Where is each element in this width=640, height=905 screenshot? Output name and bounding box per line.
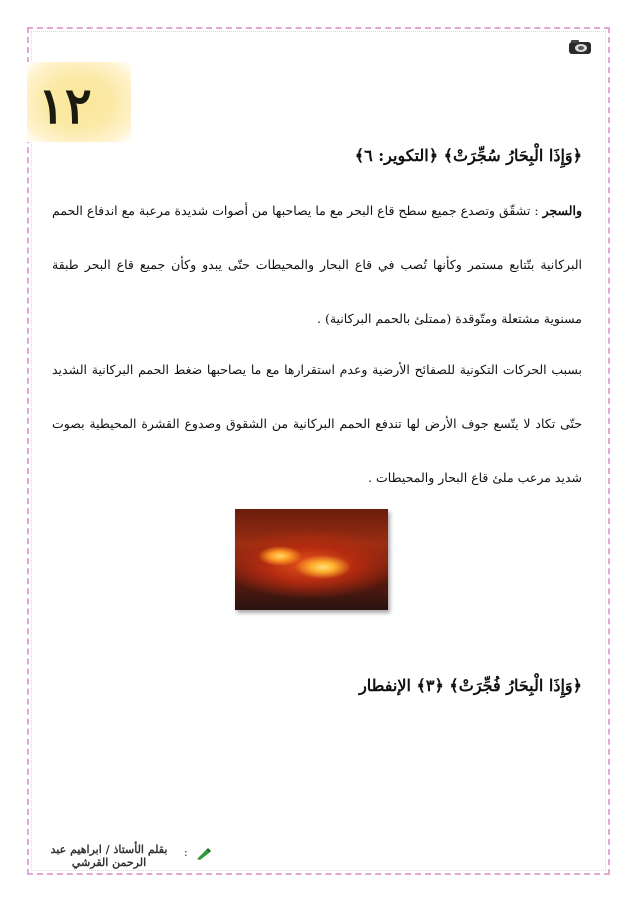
paragraph-sajr-text: : تشقّق وتصدع جميع سطح قاع البحر مع ما يصاحبها من أصوات شديدة مرعبة مع اندفاع الحمم البركانية بتّتابع مستمر وكأنها تُصب في قاع البحار والمحيطات حتّى يبدو وكأن جميع قاع البحر طبقة مسنوية مشتعلة ومتّوقدة (ممتلئ بالحمم البركانية) . <box>52 203 582 326</box>
footer-colon: : <box>184 846 188 859</box>
camera-icon <box>568 38 592 56</box>
author-signature <box>38 843 180 867</box>
paragraph-cause: بسبب الحركات التكونية للصفائح الأرضية وعدم استقرارها مع ما يصاحبها ضغط الحمم البركانية الشديد حتّى تكاد لا يتّسع جوف الأرض لها تندفع الحمم البركانية من الشقوق وصدوع القشرة المحيطية بصوت شديد مرعب ملئ قاع البحار والمحيطات . <box>52 362 582 485</box>
author-signature-text: بقلم الأستاذ / ابراهيم عبد الرحمن القرشي <box>50 843 168 869</box>
verse-heading-infitar: ﴿وَإِذَا الْبِحَارُ فُجِّرَتْ﴾ ﴿٣﴾ الإنفطار <box>359 676 582 695</box>
verse-heading: ﴿وَإِذَا الْبِحَارُ سُجِّرَتْ﴾ ﴿التكوير: ٦﴾ <box>354 146 582 165</box>
pen-icon <box>196 847 212 861</box>
page-number: ١٢ <box>38 76 92 135</box>
paragraph-sajr <box>52 184 582 346</box>
lava-image <box>235 509 388 610</box>
keyword-sajr: والسجر <box>542 203 582 218</box>
